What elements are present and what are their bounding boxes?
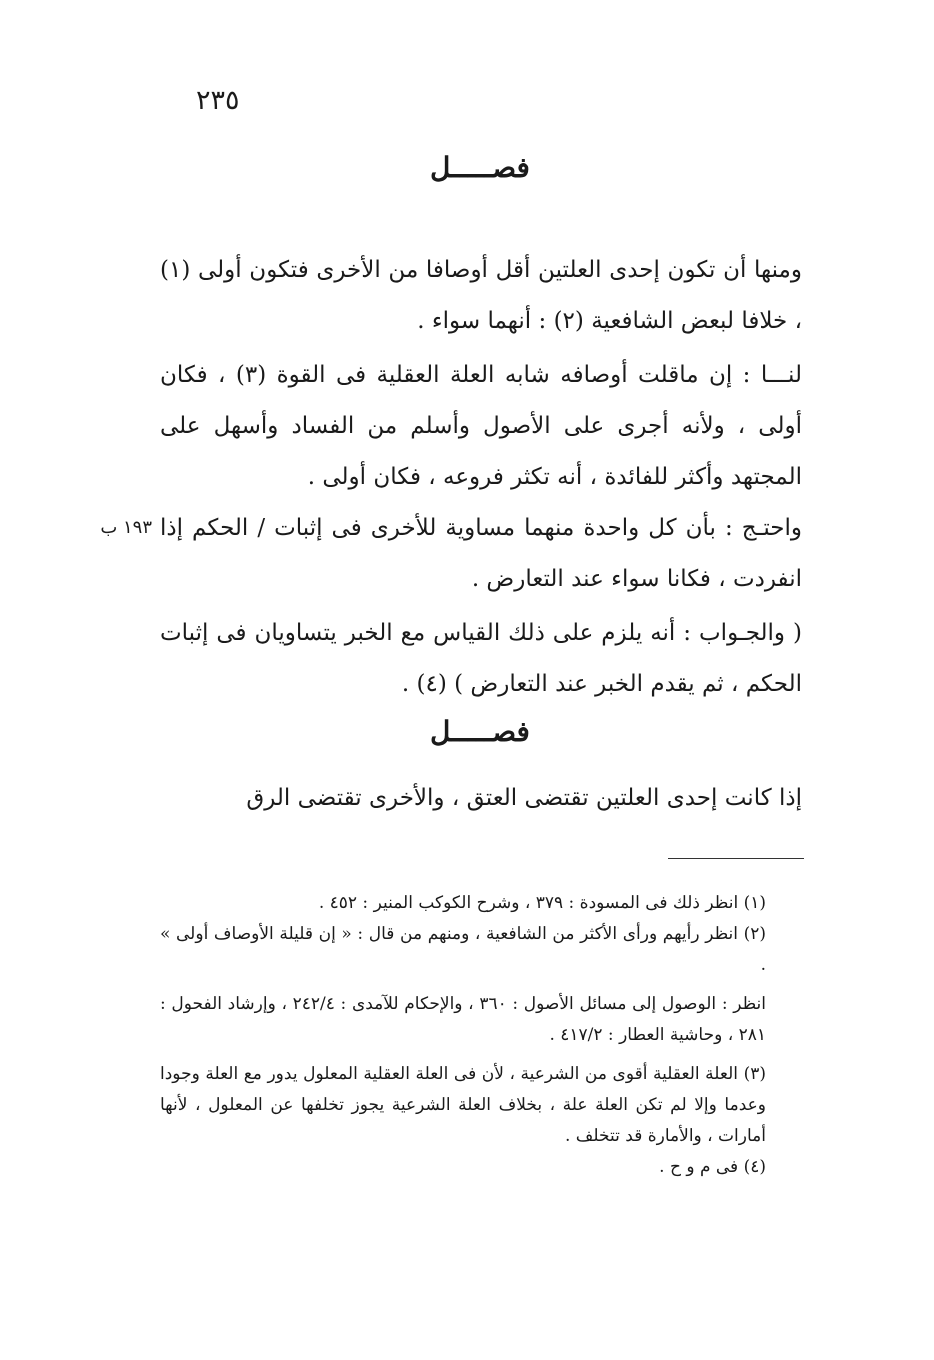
footnote: (٢) انظر رأيهم ورأى الأكثر من الشافعية ، ومنهم من قال : « إن قليلة الأوصاف أولى » . [160, 924, 766, 975]
body-paragraph: لنـــا : إن ماقلت أوصافه شابه العلة العقلية فى القوة (٣) ، فكان أولى ، ولأنه أجرى على الأصول وأسلم من الفساد وأسهل على المجتهد وأكثر للفائدة ، أنه تكثر فروعه ، فكان أولى . [160, 362, 802, 490]
page-number: ٢٣٥ [196, 85, 240, 116]
body-paragraph: ( والجـواب : أنه يلزم على ذلك القياس مع الخبر يتساويان فى إثبات الحكم ، ثم يقدم الخبر عند التعارض ) (٤) . [160, 620, 802, 697]
footnotes [160, 888, 802, 1183]
body-paragraph: واحتـج : بأن كل واحدة منهما مساوية للأخرى فى إثبات / الحكم إذا انفردت ، فكانا سواء عند التعارض . [160, 515, 802, 592]
footnote: انظر : الوصول إلى مسائل الأصول : ٣٦٠ ، والإحكام للآمدى : ٢٤٢/٤ ، وإرشاد الفحول : ٢٨١ ، وحاشية العطار : ٤١٧/٢ . [160, 994, 766, 1045]
footnote: (٣) العلة العقلية أقوى من الشرعية ، لأن فى العلة العقلية المعلول يدور مع العلة وجودا وعدما وإلا لم تكن العلة علة ، بخلاف العلة الشرعية يجوز تخلفها عن المعلول ، لأنها أمارات ، والأمارة قد تتخلف . [160, 1064, 766, 1146]
body-paragraph: إذا كانت إحدى العلتين تقتضى العتق ، والأخرى تقتضى الرق [246, 785, 802, 811]
footnote: (٤) فى م و ح . [659, 1157, 766, 1177]
footnote-divider [668, 858, 804, 859]
footnote: (١) انظر ذلك فى المسودة : ٣٧٩ ، وشرح الكوكب المنير : ٤٥٢ . [318, 893, 766, 913]
section-heading: فصـــــل [430, 715, 530, 748]
section-heading: فصـــــل [430, 151, 530, 184]
margin-folio-note: ١٩٣ ب [100, 517, 152, 538]
body-paragraph: ومنها أن تكون إحدى العلتين أقل أوصافا من الأخرى فتكون أولى (١) ، خلافا لبعض الشافعية (٢) : أنهما سواء . [160, 257, 802, 334]
